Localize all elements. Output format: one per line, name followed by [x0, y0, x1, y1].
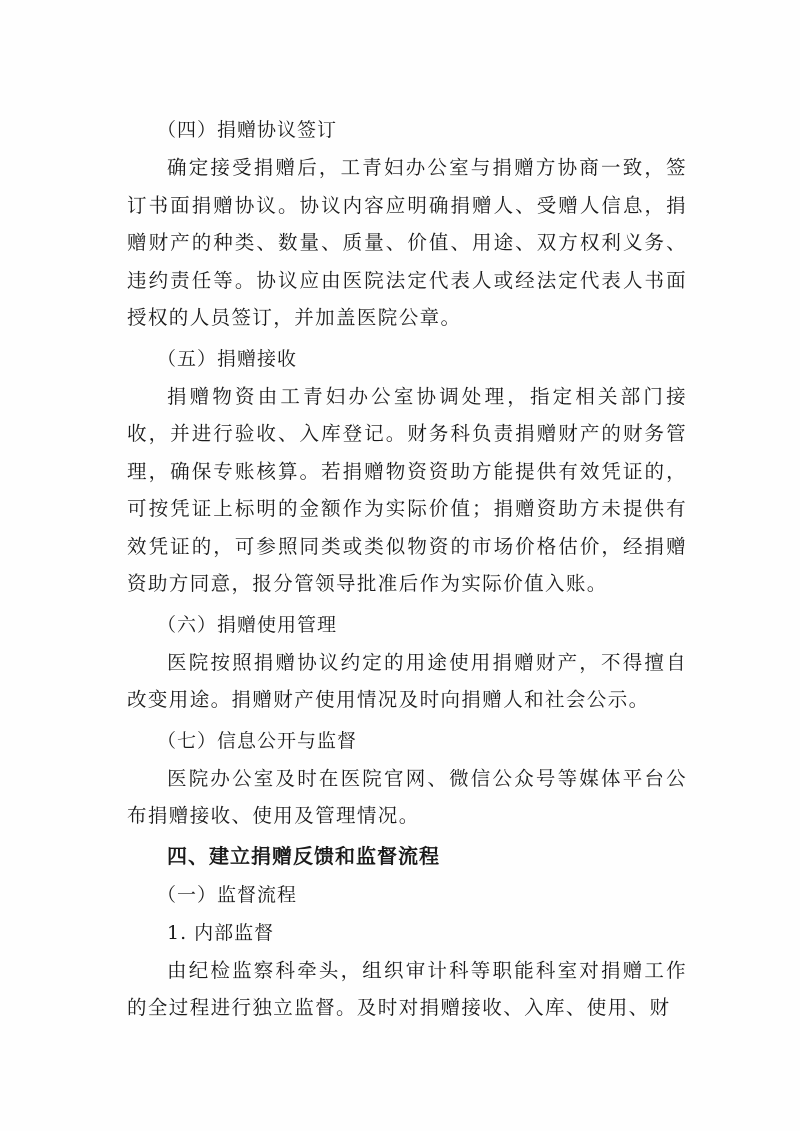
- chapter-heading: 四、建立捐赠反馈和监督流程: [167, 843, 440, 868]
- section-heading-4: （四）捐赠协议签订: [157, 119, 338, 141]
- section-paragraph-5: 捐赠物资由工青妇办公室协调处理，指定相关部门接收，并进行验收、入库登记。财务科负责捐赠财产的财务管理，确保专账核算。若捐赠物资资助方能提供有效凭证的，可按凭证上标明的金额作为实际价值；捐赠资助方未提供有效凭证的，可参照同类或类似物资的市场价格估价，经捐赠资助方同意，报分管领导批准后作为实际价值入账。: [127, 384, 687, 595]
- section-heading-7: （七）信息公开与监督: [157, 729, 358, 752]
- section-heading-6: （六）捐赠使用管理: [157, 613, 338, 636]
- section-heading-5: （五）捐赠接收: [157, 347, 298, 370]
- section-paragraph-7: 医院办公室及时在医院官网、微信公众号等媒体平台公布捐赠接收、使用及管理情况。: [127, 766, 687, 827]
- item-heading: 1. 内部监督: [167, 921, 275, 944]
- section-paragraph-4: 确定接受捐赠后，工青妇办公室与捐赠方协商一致，签订书面捐赠协议。协议内容应明确捐赠人、受赠人信息，捐赠财产的种类、数量、质量、价值、用途、双方权利义务、违约责任等。协议应由医院法定代表人或经法定代表人书面授权的人员签订，并加盖医院公章。: [127, 156, 687, 329]
- subsection-heading: （一）监督流程: [157, 883, 298, 906]
- document-body: [127, 112, 687, 1027]
- section-paragraph-6: 医院按照捐赠协议约定的用途使用捐赠财产，不得擅自改变用途。捐赠财产使用情况及时向捐赠人和社会公示。: [127, 650, 687, 711]
- item-paragraph: 由纪检监察科牵头，组织审计科等职能科室对捐赠工作的全过程进行独立监督。及时对捐赠接收、入库、使用、财: [127, 958, 687, 1019]
